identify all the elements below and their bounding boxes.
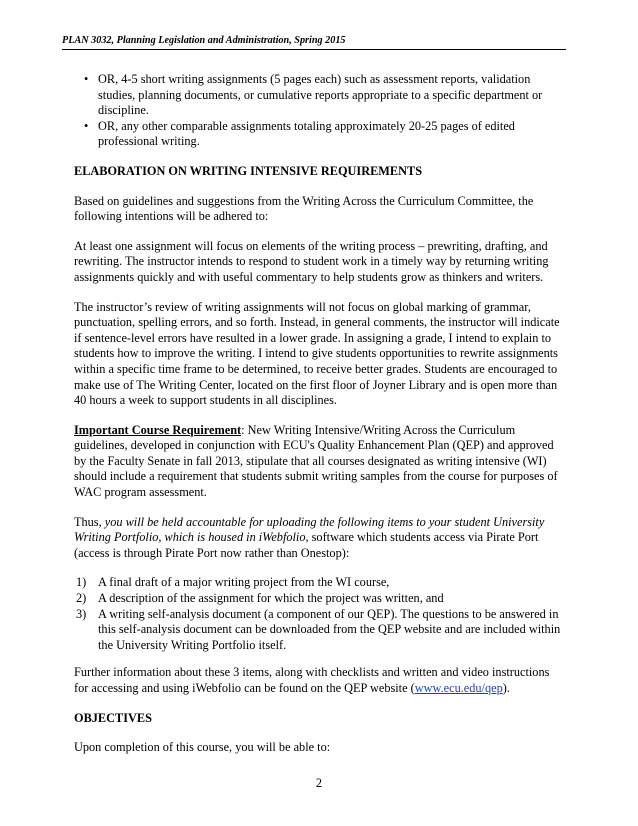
list-text: A final draft of a major writing project from the WI course, bbox=[98, 575, 390, 590]
paragraph-further-info bbox=[74, 665, 564, 696]
section-heading-objectives: OBJECTIVES bbox=[74, 710, 152, 725]
accountability-lead: Thus, bbox=[74, 514, 105, 529]
accountability-rest: , software which students access via Pirate Port (access is through Pirate Port now rather than Onestop): bbox=[74, 530, 539, 560]
paragraph-accountability bbox=[74, 515, 564, 562]
list-number: 1) bbox=[76, 575, 87, 590]
bullet-item-2: • OR, any other comparable assignments totaling approximately 20-25 pages of edited professional writing. bbox=[74, 119, 564, 150]
requirement-label: Important Course Requirement bbox=[74, 422, 242, 437]
paragraph-guidelines: Based on guidelines and suggestions from the Writing Across the Curriculum Committee, the following intentions will be adhered to: bbox=[74, 193, 534, 224]
page-number: 2 bbox=[315, 776, 323, 790]
numbered-list bbox=[74, 575, 564, 653]
further-info-end: ). bbox=[502, 681, 510, 695]
running-header: PLAN 3032, Planning Legislation and Administration, Spring 2015 bbox=[62, 34, 566, 50]
list-item-1 bbox=[74, 575, 564, 591]
requirement-text: : New Writing Intensive/Writing Across the Curriculum guidelines, developed in conjunction with ECU's Quality Enhancement Plan (QEP) and approved by the Faculty Senate in fall 2013, stipulate that all courses designated as writing intensive (WI) should include a requirement that students submit writing samples from the course for purposes of WAC program assessment. bbox=[74, 422, 558, 500]
paragraph-instructor-review: The instructor’s review of writing assignments will not focus on global marking of grammar, punctuation, spelling errors, and so forth. Instead, in general comments, the instructor will indicate if sentence-level errors have resulted in a lower grade. In assigning a grade, I intend to explain to students how to improve the writing. I intend to give students opportunities to rewrite assignments within a specific time frame to be determined, to receive better grades. Students are encouraged to make use of The Writing Center, located on the first floor of Joyner Library and is open more than 40 hours a week to support students in all disciplines. bbox=[74, 299, 560, 408]
list-text: A writing self-analysis document (a component of our QEP). The questions to be answered in this self-analysis document can be downloaded from the QEP website and are included within the University Writing Portfolio itself. bbox=[98, 606, 561, 652]
list-number: 3) bbox=[76, 606, 87, 621]
list-text: A description of the assignment for which the project was written, and bbox=[98, 591, 444, 606]
bullet-list bbox=[74, 72, 564, 150]
paragraph-writing-process: At least one assignment will focus on elements of the writing process – prewriting, drafting, and rewriting. The instructor intends to respond to student work in a timely way by returning writing assignments quickly and with useful commentary to help students grow as thinkers and writers. bbox=[74, 238, 549, 284]
bullet-item-1: • OR, 4-5 short writing assignments (5 pages each) such as assessment reports, validation studies, planning documents, or cumulative reports appropriate to a specific department or discipline. bbox=[74, 72, 564, 119]
list-item-2 bbox=[74, 591, 564, 607]
qep-website-link[interactable]: www.ecu.edu/qep bbox=[414, 681, 503, 695]
list-number: 2) bbox=[76, 591, 87, 606]
accountability-emphasis: you will be held accountable for uploading the following items to your student University Writing Portfolio, which is housed in iWebfolio bbox=[74, 514, 545, 545]
list-item-3 bbox=[74, 607, 564, 654]
document-body bbox=[74, 72, 564, 770]
further-info-text: Further information about these 3 items, along with checklists and written and video instructions for accessing and using iWebfolio can be found on the QEP website ( bbox=[74, 665, 550, 695]
section-heading-writing-intensive: ELABORATION ON WRITING INTENSIVE REQUIREMENTS bbox=[74, 163, 423, 178]
paragraph-objectives-intro: Upon completion of this course, you will be able to: bbox=[74, 740, 331, 755]
paragraph-course-requirement bbox=[74, 423, 564, 501]
